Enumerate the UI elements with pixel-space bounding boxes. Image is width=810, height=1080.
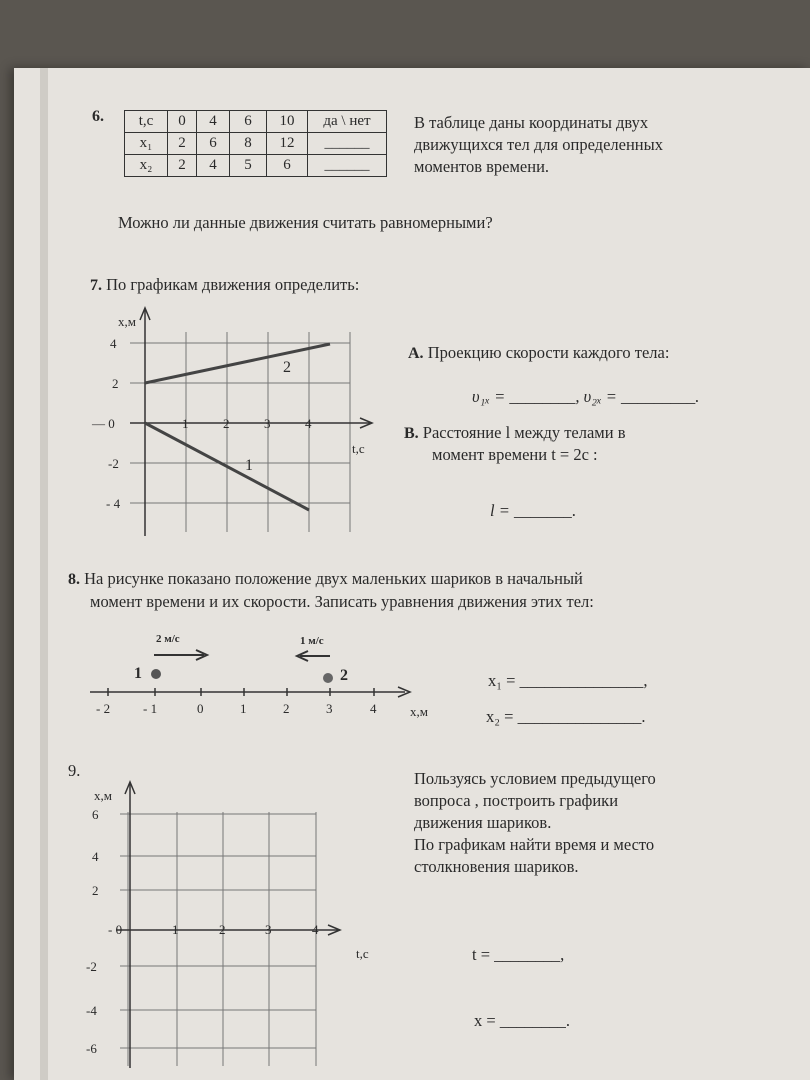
y-tick-label: -6 [86, 1041, 97, 1056]
table-cell: 6 [197, 133, 230, 155]
position-blank[interactable]: ________ [499, 1011, 566, 1030]
q7-part-b [404, 422, 626, 445]
q7-part-a [408, 342, 669, 365]
q7-number: 7. [90, 277, 102, 294]
table-row [125, 133, 387, 155]
table-cell: 4 [197, 155, 230, 177]
q7-velocity-answers [472, 386, 699, 408]
q8-number: 8. [68, 571, 80, 588]
eq1-blank[interactable]: _______________ [519, 671, 644, 690]
tick-label: 4 [370, 701, 377, 716]
y-tick-label: -2 [86, 959, 97, 974]
period: . [565, 1011, 570, 1030]
time-blank[interactable]: ________ [494, 945, 561, 964]
q9-position-answer [474, 1010, 570, 1032]
text-line: вопроса , построить графики [414, 791, 619, 810]
y-tick-label: — 0 [92, 416, 115, 431]
page-margin-edge [40, 68, 48, 1080]
table-cell: 12 [267, 133, 308, 155]
eq1-label: x₁ = [488, 671, 516, 690]
x-tick-label: 3 [265, 922, 272, 937]
table-header-cell: 4 [197, 111, 230, 133]
answer-blank[interactable]: ______ [308, 155, 387, 177]
x-tick-label: 4 [312, 922, 319, 937]
position-label: x = [474, 1011, 496, 1030]
text-line: движения шариков. [414, 813, 552, 832]
ball-1 [151, 669, 161, 679]
y-axis-label: x,м [94, 788, 112, 803]
x-tick-label: 3 [264, 416, 271, 431]
table-cell: 2 [168, 133, 197, 155]
y-tick-label: -4 [86, 1003, 97, 1018]
x-tick-label: 2 [219, 922, 226, 937]
table-header-cell: да \ нет [308, 111, 387, 133]
tick-label: 0 [197, 701, 204, 716]
q7-motion-graph [80, 300, 400, 540]
tick-label: 2 [283, 701, 290, 716]
ball-1-label: 1 [134, 665, 142, 682]
text-line: По графикам найти время и место [414, 835, 655, 854]
comma: , [560, 945, 565, 964]
motion-line-2 [145, 344, 330, 383]
eq2-blank[interactable]: _______________ [517, 707, 642, 726]
q6-data-table [124, 110, 387, 177]
ball-2 [323, 673, 333, 683]
q7-title-line [90, 274, 359, 297]
tick-label: 1 [240, 701, 247, 716]
text-line: движущихся тел для определенных [414, 135, 663, 154]
part-b-line2: момент времени t = 2c : [432, 445, 598, 464]
v1-label: υ₁ₓ = [472, 387, 506, 406]
q9-blank-graph [80, 776, 400, 1070]
table-header-cell: t,c [125, 111, 168, 133]
period: . [641, 707, 646, 726]
text-line [68, 568, 798, 591]
tick-label: - 1 [143, 701, 158, 716]
line-label-1: 1 [245, 457, 253, 474]
text-line: столкновения шариков. [414, 857, 579, 876]
line-label-2: 2 [283, 359, 291, 376]
part-b-letter: В. [404, 425, 419, 442]
ball-1-speed: 2 м/с [156, 633, 180, 645]
period: . [571, 501, 576, 520]
v2-blank[interactable]: _________ [621, 387, 696, 406]
tick-label: 3 [326, 701, 333, 716]
q8-line2: момент времени и их скорости. Записать уравнения движения этих тел: [90, 592, 594, 611]
x-tick-label: 1 [182, 416, 189, 431]
table-cell: 6 [267, 155, 308, 177]
q8-statement [68, 568, 798, 613]
table-cell: 2 [168, 155, 197, 177]
y-tick-label: - 0 [108, 922, 123, 937]
q6-description [414, 112, 754, 178]
v1-blank[interactable]: ________ [509, 387, 576, 406]
table-row [125, 155, 387, 177]
ball-2-speed: 1 м/с [300, 635, 324, 647]
q8-equation-1 [488, 670, 647, 692]
q9-number: 9. [68, 761, 81, 780]
q7-title: По графикам движения определить: [106, 275, 360, 294]
x-tick-label: 4 [305, 416, 312, 431]
x-axis-label: t,c [352, 441, 365, 456]
distance-label: l = [490, 501, 510, 520]
q6-question: Можно ли данные движения считать равномерными? [118, 213, 493, 232]
q9-description [414, 768, 754, 878]
text-line: моментов времени. [414, 157, 550, 176]
axis-label: x,м [410, 704, 428, 719]
q8-line1: На рисунке показано положение двух маленьких шариков в начальный [84, 569, 583, 588]
x-tick-label: 2 [223, 416, 230, 431]
x-tick-label: 1 [172, 922, 179, 937]
ball-2-label: 2 [340, 667, 348, 684]
answer-blank[interactable]: ______ [308, 133, 387, 155]
y-axis-label: x,м [118, 314, 136, 329]
time-label: t = [472, 945, 491, 964]
y-tick-label: 4 [110, 336, 117, 351]
q9-grid [120, 812, 316, 1066]
table-row-label: x₂ [125, 155, 168, 177]
q9-time-answer [472, 944, 564, 966]
part-b-line1: Расстояние l между телами в [422, 423, 626, 442]
part-a-text: Проекцию скорости каждого тела: [427, 343, 670, 362]
eq2-label: x₂ = [486, 707, 514, 726]
y-tick-label: 6 [92, 807, 99, 822]
distance-blank[interactable]: _______ [513, 501, 572, 520]
table-header-cell: 10 [267, 111, 308, 133]
q6-number: 6. [92, 108, 104, 125]
q8-equation-2 [486, 706, 645, 728]
y-tick-label: 4 [92, 849, 99, 864]
text-line: Пользуясь условием предыдущего [414, 769, 656, 788]
q7-distance-answer [490, 500, 576, 522]
y-tick-label: -2 [108, 456, 119, 471]
table-header-cell: 6 [230, 111, 267, 133]
y-tick-label: - 4 [106, 496, 121, 511]
table-row-label: x₁ [125, 133, 168, 155]
separator: , [575, 387, 580, 406]
table-cell: 5 [230, 155, 267, 177]
part-a-letter: А. [408, 345, 424, 362]
tick-label: - 2 [96, 701, 111, 716]
v2-label: υ₂ₓ = [583, 387, 617, 406]
text-line: В таблице даны координаты двух [414, 113, 649, 132]
table-cell: 8 [230, 133, 267, 155]
y-tick-label: 2 [112, 376, 119, 391]
y-tick-label: 2 [92, 883, 99, 898]
comma: , [643, 671, 648, 690]
q8-coordinate-axis [80, 628, 450, 728]
table-row [125, 111, 387, 133]
table-header-cell: 0 [168, 111, 197, 133]
period: . [695, 387, 700, 406]
x-axis-label: t,c [356, 946, 369, 961]
